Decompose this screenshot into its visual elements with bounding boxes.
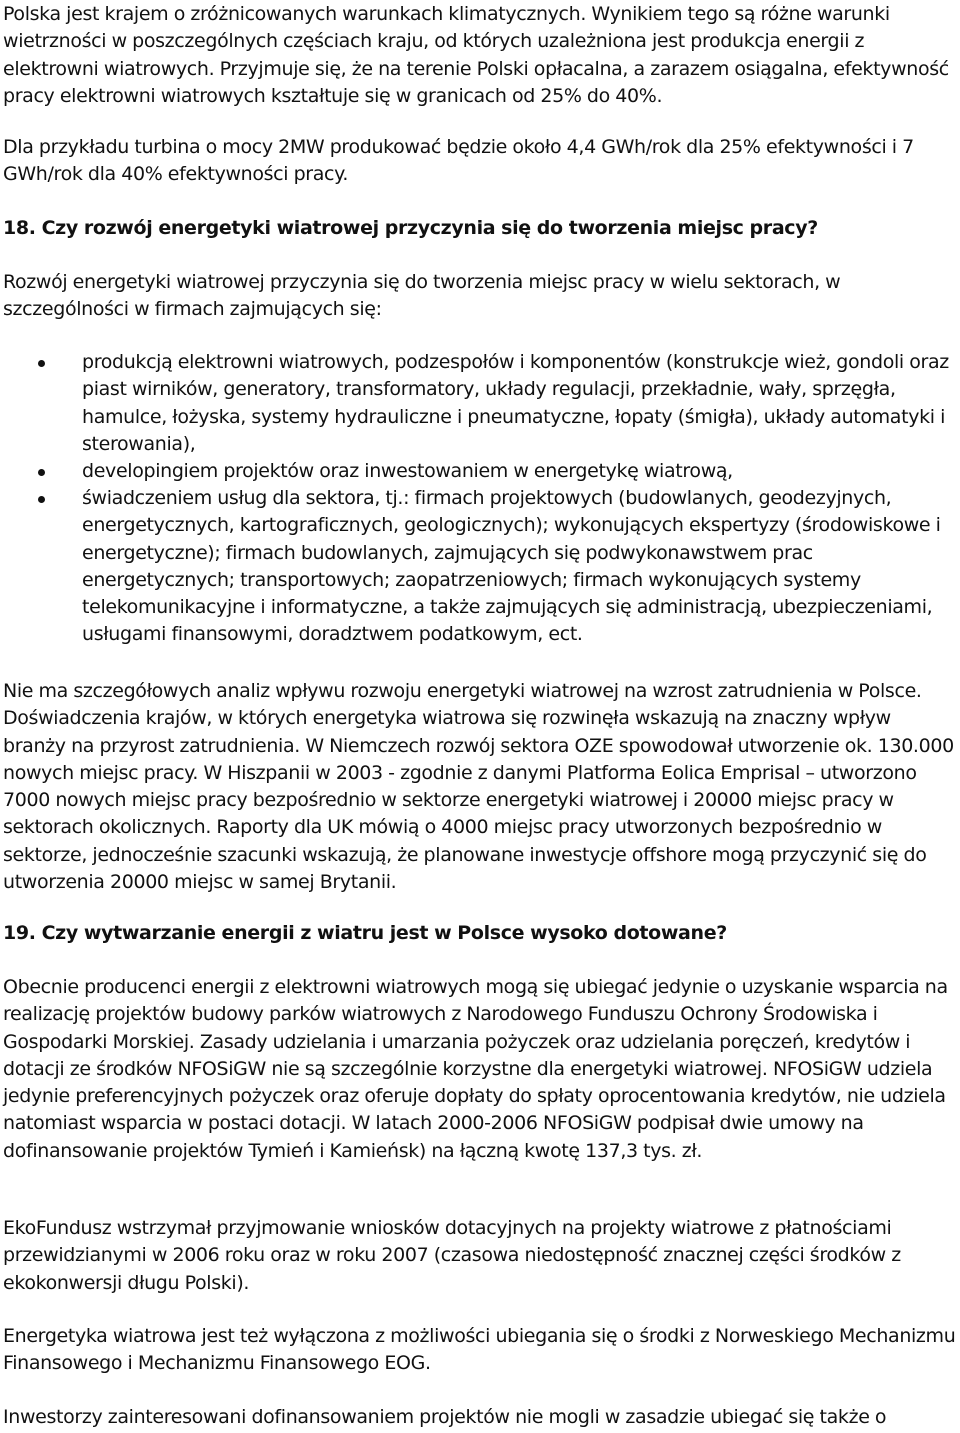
paragraph-ekofundusz: EkoFundusz wstrzymał przyjmowanie wniosków dotacyjnych na projekty wiatrowe z płatnościami przewidzianymi w 2006 roku oraz w roku 2007 (czasowa niedostępność znacznej części środków z ekokonwersji długu Polski). (3, 1217, 901, 1294)
bullet-icon (38, 469, 45, 476)
heading-question-18: 18. Czy rozwój energetyki wiatrowej przyczynia się do tworzenia miejsc pracy? (3, 217, 818, 239)
paragraph-turbine-example: Dla przykładu turbina o mocy 2MW produkować będzie około 4,4 GWh/rok dla 25% efektywności i 7 GWh/rok dla 40% efektywności pracy. (3, 136, 914, 186)
paragraph-jobs-intro: Rozwój energetyki wiatrowej przyczynia się do tworzenia miejsc pracy w wielu sektorach, w szczególności w firmach zajmujących się: (3, 271, 841, 321)
paragraph-employment-analysis: Nie ma szczegółowych analiz wpływu rozwoju energetyki wiatrowej na wzrost zatrudnienia w Polsce. Doświadczenia krajów, w których energetyka wiatrowa się rozwinęła wskazują na znaczny wpływ branży na przyrost zatrudnienia. W Niemczech rozwój sektora OZE spowodował utworzenie ok. 130.000 nowych miejsc pracy. W Hiszpanii w 2003 - zgodnie z danymi Platforma Eolica Emprisal – utworzono 7000 nowych miejsc pracy bezpośrednio w sektorze energetyki wiatrowej i 20000 miejsc pracy w sektorach okolicznych. Raporty dla UK mówią o 4000 miejsc pracy utworzonych bezpośrednio w sektorze, jednocześnie szacunki wskazują, że planowane inwestycje offshore mogą przyczynić się do utworzenia 20000 miejsc w samej Brytanii. (3, 680, 954, 894)
list-item (82, 349, 956, 458)
paragraph-investors: Inwestorzy zainteresowani dofinansowaniem projektów nie mogli w zasadzie ubiegać się także o (3, 1406, 887, 1428)
paragraph-norwegian-mechanism: Energetyka wiatrowa jest też wyłączona z możliwości ubiegania się o środki z Norweskiego Mechanizmu Finansowego i Mechanizmu Finansowego EOG. (3, 1325, 956, 1375)
list-item-text: produkcją elektrowni wiatrowych, podzespołów i komponentów (konstrukcje wież, gondoli oraz piast wirników, generatory, transformatory, układy regulacji, przekładnie, wały, sprzęgła, hamulce, łożyska, systemy hydrauliczne i pneumatyczne, łopaty (śmigła), układy automatyki i sterowania), (82, 351, 949, 455)
bullet-icon (38, 496, 45, 503)
heading-question-19: 19. Czy wytwarzanie energii z wiatru jest w Polsce wysoko dotowane? (3, 922, 727, 944)
list-item (82, 485, 956, 649)
list-item-text: świadczeniem usług dla sektora, tj.: firmach projektowych (budowlanych, geodezyjnych, energetycznych, kartograficznych, geologicznych); wykonujących ekspertyzy (środowiskowe i energetyczne); firmach budowlanych, zajmujących się podwykonawstwem prac energetycznych; transportowych; zaopatrzeniowych; firmach wykonujących systemy telekomunikacyjne i informatyczne, a także zajmujących się administracją, ubezpieczeniami, usługami finansowymi, doradztwem podatkowym, ect. (82, 487, 941, 646)
list-item-text: developingiem projektów oraz inwestowaniem w energetykę wiatrową, (82, 460, 733, 482)
paragraph-nfosigw-support: Obecnie producenci energii z elektrowni wiatrowych mogą się ubiegać jedynie o uzyskanie wsparcia na realizację projektów budowy parków wiatrowych z Narodowego Funduszu Ochrony Środowiska i Gospodarki Morskiej. Zasady udzielania i umarzania pożyczek oraz udzielania poręczeń, kredytów i dotacji ze środków NFOSiGW nie są szczególnie korzystne dla energetyki wiatrowej. NFOSiGW udziela jedynie preferencyjnych pożyczek oraz oferuje dopłaty do spłaty oprocentowania kredytów, nie udziela natomiast wsparcia w postaci dotacji. W latach 2000-2006 NFOSiGW podpisał dwie umowy na dofinansowanie projektów Tymień i Kamieńsk) na łączną kwotę 137,3 tys. zł. (3, 976, 948, 1162)
list-item (82, 458, 956, 485)
paragraph-climate: Polska jest krajem o zróżnicowanych warunkach klimatycznych. Wynikiem tego są różne warunki wietrzności w poszczególnych częściach kraju, od których uzależniona jest produkcja energii z elektrowni wiatrowych. Przyjmuje się, że na terenie Polski opłacalna, a zarazem osiągalna, efektywność pracy elektrowni wiatrowych kształtuje się w granicach od 25% do 40%. (3, 3, 949, 107)
bullet-icon (38, 360, 45, 367)
